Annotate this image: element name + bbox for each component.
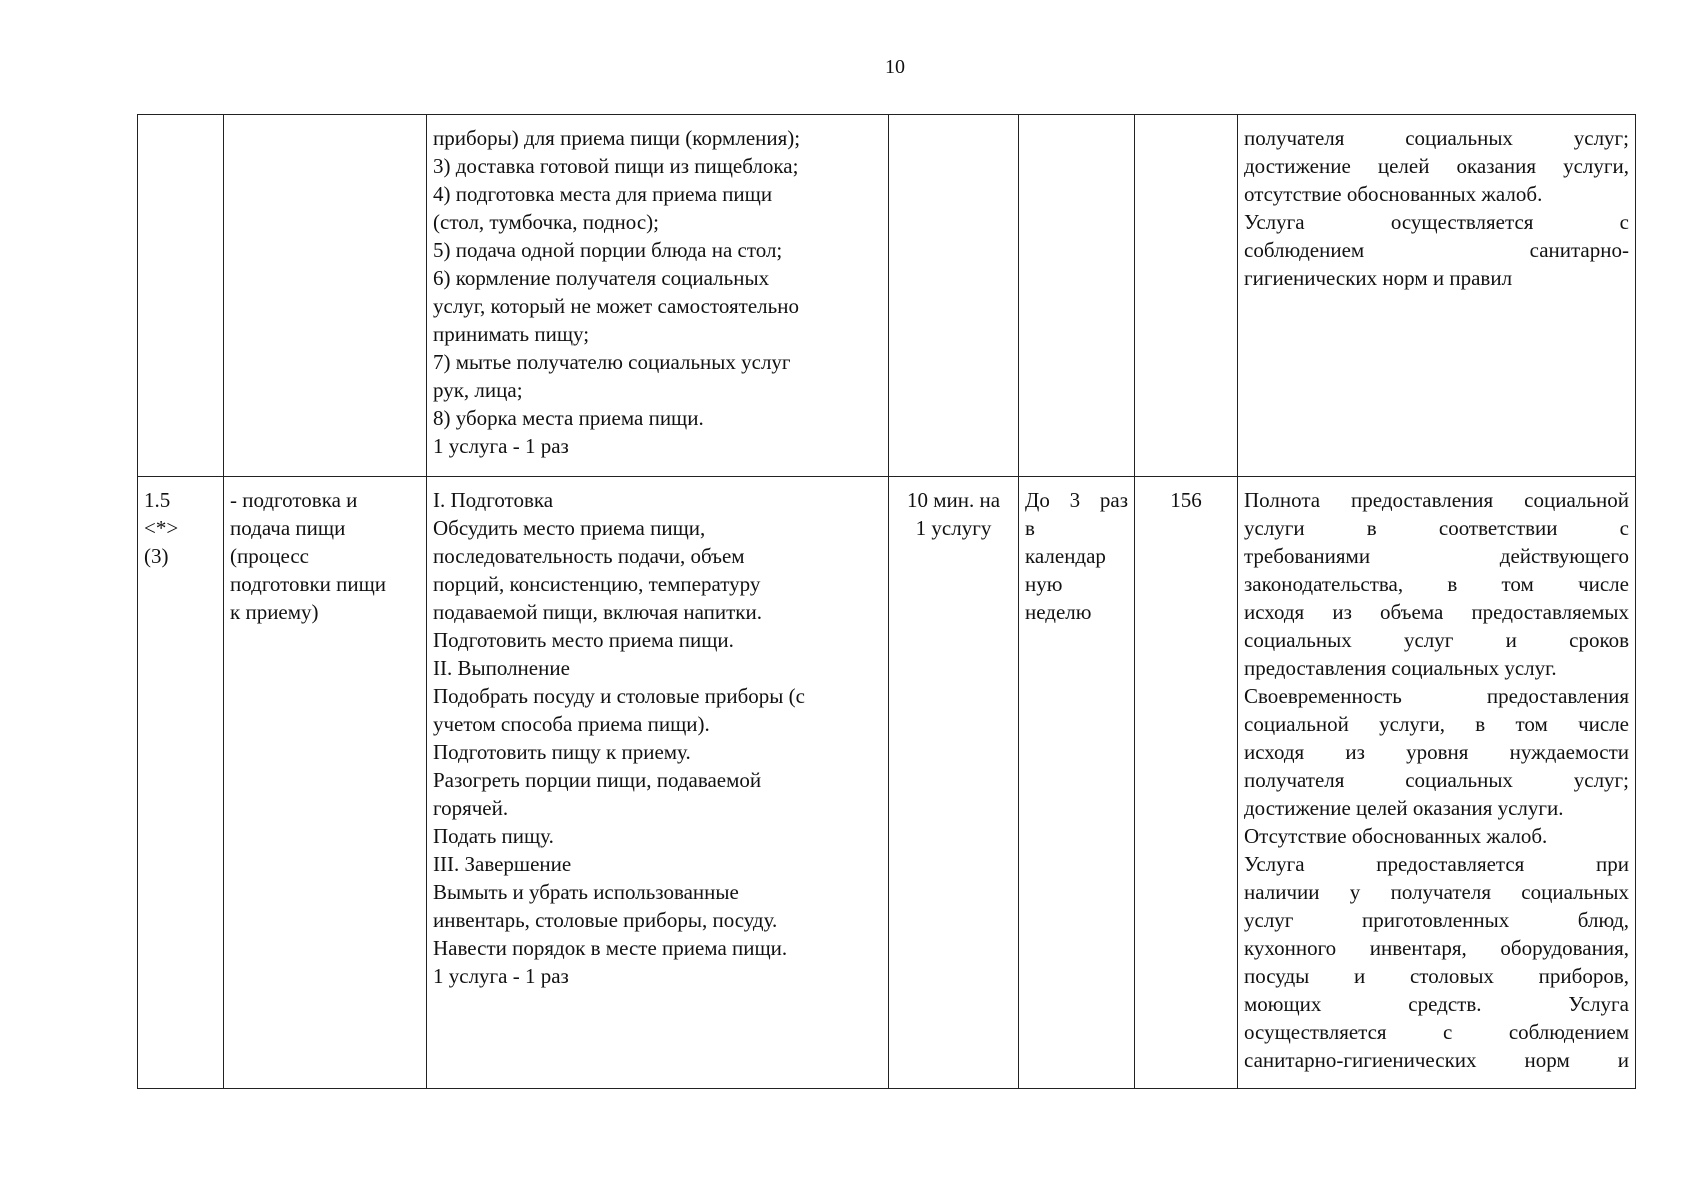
cell-service-name <box>224 477 427 1089</box>
cost-value: 156 <box>1170 488 1202 512</box>
quality-text-line: посуды и столовых приборов, <box>1244 964 1629 988</box>
content-text-line: (стол, тумбочка, поднос); <box>433 210 659 234</box>
content-text-line: 6) кормление получателя социальных <box>433 266 770 290</box>
cell-service-content <box>427 477 889 1089</box>
frequency-text-line: календар <box>1025 544 1106 568</box>
content-text-line: учетом способа приема пищи). <box>433 712 710 736</box>
quality-text-line: достижение целей оказания услуги. <box>1244 796 1564 820</box>
content-text-line: услуг, который не может самостоятельно <box>433 294 799 318</box>
content-text-line: 8) уборка места приема пищи. <box>433 406 704 430</box>
content-text-line: I. Подготовка <box>433 488 554 512</box>
content-text-line: 7) мытье получателю социальных услуг <box>433 350 791 374</box>
quality-text-line: социальной услуги, в том числе <box>1244 712 1629 736</box>
quality-text-line: Полнота предоставления социальной <box>1244 488 1629 512</box>
content-text-line: 1 услуга - 1 раз <box>433 964 569 988</box>
name-text-line: (процесс <box>230 544 309 568</box>
content-text-line: Подать пищу. <box>433 824 554 848</box>
quality-text-line: наличии у получателя социальных <box>1244 880 1629 904</box>
quality-text-line: предоставления социальных услуг. <box>1244 656 1557 680</box>
cell-number <box>138 115 224 477</box>
content-text-line: Подготовить место приема пищи. <box>433 628 734 652</box>
quality-text-line: получателя социальных услуг; <box>1244 768 1629 792</box>
quality-text-line: исходя из объема предоставляемых <box>1244 600 1629 624</box>
content-text-line: Подготовить пищу к приему. <box>433 740 691 764</box>
name-text-line: подача пищи <box>230 516 346 540</box>
quality-text-line: законодательства, в том числе <box>1244 572 1629 596</box>
quality-text-line: требованиями действующего <box>1244 544 1629 568</box>
quality-text-line: отсутствие обоснованных жалоб. <box>1244 182 1543 206</box>
content-text-line: 5) подача одной порции блюда на стол; <box>433 238 783 262</box>
cell-time <box>889 115 1019 477</box>
quality-text-line: гигиенических норм и правил <box>1244 266 1513 290</box>
cell-frequency <box>1019 115 1135 477</box>
page-number: 10 <box>885 56 905 78</box>
content-text-line: принимать пищу; <box>433 322 590 346</box>
cell-number <box>138 477 224 1089</box>
quality-text-line: Услуга осуществляется с <box>1244 210 1629 234</box>
cell-service-content <box>427 115 889 477</box>
quality-text-line: достижение целей оказания услуги, <box>1244 154 1629 178</box>
content-text-line: 1 услуга - 1 раз <box>433 434 569 458</box>
content-text-line: подаваемой пищи, включая напитки. <box>433 600 762 624</box>
content-text-line: рук, лица; <box>433 378 523 402</box>
num-text-line: <*> <box>144 516 179 540</box>
content-text-line: инвентарь, столовые приборы, посуду. <box>433 908 778 932</box>
quality-text-line: исходя из уровня нуждаемости <box>1244 740 1629 764</box>
name-text-line: - подготовка и <box>230 488 358 512</box>
table-row <box>138 477 1636 1089</box>
name-text-line: к приему) <box>230 600 319 624</box>
services-table <box>137 114 1636 1089</box>
content-text-line: Разогреть порции пищи, подаваемой <box>433 768 762 792</box>
content-text-line: Подобрать посуду и столовые приборы (с <box>433 684 805 708</box>
num-text-line: 1.5 <box>144 488 171 512</box>
content-text-line: III. Завершение <box>433 852 572 876</box>
content-text-line: Навести порядок в месте приема пищи. <box>433 936 788 960</box>
cell-frequency <box>1019 477 1135 1089</box>
num-text-line: (3) <box>144 544 169 568</box>
quality-text-line: Своевременность предоставления <box>1244 684 1629 708</box>
quality-text-line: Отсутствие обоснованных жалоб. <box>1244 824 1548 848</box>
time-text-line: 1 услугу <box>915 516 992 540</box>
name-text-line: подготовки пищи <box>230 572 387 596</box>
content-text-line: Обсудить место приема пищи, <box>433 516 706 540</box>
cell-time <box>889 477 1019 1089</box>
quality-text-line: социальных услуг и сроков <box>1244 628 1629 652</box>
table-row <box>138 115 1636 477</box>
cell-service-name <box>224 115 427 477</box>
quality-text-line: осуществляется с соблюдением <box>1244 1020 1629 1044</box>
cell-quality <box>1238 115 1636 477</box>
content-text-line: порций, консистенцию, температуру <box>433 572 761 596</box>
cell-quality <box>1238 477 1636 1089</box>
time-text-line: 10 мин. на <box>906 488 1001 512</box>
quality-text-line: соблюдением санитарно- <box>1244 238 1629 262</box>
quality-text-line: услуги в соответствии с <box>1244 516 1629 540</box>
content-text-line: Вымыть и убрать использованные <box>433 880 739 904</box>
content-text-line: 3) доставка готовой пищи из пищеблока; <box>433 154 799 178</box>
quality-text-line: получателя социальных услуг; <box>1244 126 1629 150</box>
frequency-text-line: неделю <box>1025 600 1092 624</box>
quality-text-line: моющих средств. Услуга <box>1244 992 1629 1016</box>
content-text-line: последовательность подачи, объем <box>433 544 745 568</box>
content-text-line: горячей. <box>433 796 509 820</box>
content-text-line: приборы) для приема пищи (кормления); <box>433 126 801 150</box>
quality-text-line: кухонного инвентаря, оборудования, <box>1244 936 1629 960</box>
content-text-line: 4) подготовка места для приема пищи <box>433 182 773 206</box>
frequency-text-line: в <box>1025 516 1035 540</box>
cell-cost <box>1135 115 1238 477</box>
quality-text-line: санитарно-гигиенических норм и <box>1244 1048 1629 1072</box>
content-text-line: II. Выполнение <box>433 656 570 680</box>
cell-cost <box>1135 477 1238 1089</box>
quality-text-line: Услуга предоставляется при <box>1244 852 1629 876</box>
frequency-text-line: ную <box>1025 572 1063 596</box>
quality-text-line: услуг приготовленных блюд, <box>1244 908 1629 932</box>
frequency-text-line: До 3 раз <box>1025 488 1128 512</box>
